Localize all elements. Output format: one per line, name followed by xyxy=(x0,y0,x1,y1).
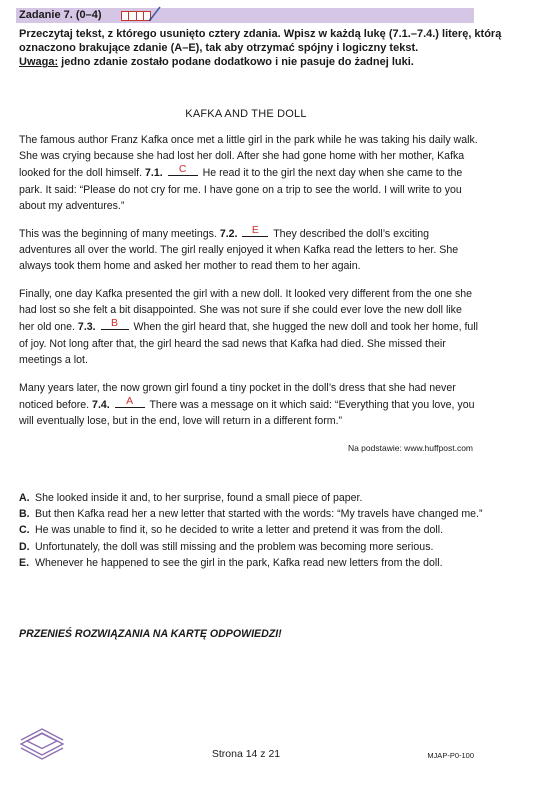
paragraph-text: Finally, one day Kafka presented the girl with a new doll. It looked very different from the one she had lost so she felt a bit disappointed. She was not sure if she could ever love the new doll like her old one. xyxy=(19,288,473,334)
task-title: Zadanie 7. (0–4) xyxy=(19,9,102,21)
option-letter: B. xyxy=(19,508,30,521)
handwritten-answer: B xyxy=(111,317,119,330)
score-cell[interactable] xyxy=(129,12,136,20)
score-cell[interactable] xyxy=(137,12,144,20)
option-b xyxy=(19,506,489,522)
option-letter: C. xyxy=(19,524,30,537)
paragraph-text: This was the beginning of many meetings. xyxy=(19,228,217,240)
paragraph-text: He read it to the girl the next day when she came to the park. It said: “Please do not cry for me. I have gone on a trip to see the world. I will write to you about my adventures.” xyxy=(19,167,463,212)
document-code: MJAP-P0-100 xyxy=(427,751,474,760)
option-letter: D. xyxy=(19,540,30,553)
answer-gap-7-2[interactable] xyxy=(242,225,268,237)
handwritten-answer: E xyxy=(251,224,259,236)
story-paragraph-2 xyxy=(19,225,479,275)
pen-icon xyxy=(148,5,162,21)
answer-gap-7-4[interactable] xyxy=(115,396,145,408)
paragraph-text: The famous author Franz Kafka once met a little girl in the park while he was taking his daily walk. She was crying because she had lost her doll. After she had gone home with her mother, Kafka looked for the doll himself. xyxy=(19,134,478,180)
story-paragraph-3 xyxy=(19,286,479,368)
transfer-answers-note: PRZENIEŚ ROZWIĄZANIA NA KARTĘ ODPOWIEDZI! xyxy=(19,628,282,640)
option-d xyxy=(19,539,489,555)
story-paragraph-4 xyxy=(19,380,479,430)
option-letter: A. xyxy=(19,492,30,504)
gap-label: 7.2. xyxy=(219,228,238,240)
source-citation: Na podstawie: www.huffpost.com xyxy=(347,443,473,453)
gap-label: 7.1. xyxy=(145,167,163,180)
story-title: KAFKA AND THE DOLL xyxy=(185,108,307,120)
option-text: She looked inside it and, to her surprise, found a small piece of paper. xyxy=(35,492,363,504)
paragraph-text: When the girl heard that, she hugged the new doll and took her home, full of joy. Not long after that, the girl heard the sad news that Kafka had died. She missed their meetings a lot. xyxy=(19,321,479,366)
paragraph-text: There was a message on it which said: “Everything that you love, you will eventually lose, but in the end, love will return in a different form.” xyxy=(19,399,475,428)
option-text: But then Kafka read her a new letter that started with the words: “My travels have changed me.” xyxy=(35,508,483,521)
gap-label: 7.3. xyxy=(77,321,96,334)
answer-gap-7-3[interactable] xyxy=(101,318,129,330)
note-label: Uwaga: xyxy=(19,56,59,68)
task-instructions xyxy=(19,27,509,69)
answer-gap-7-1[interactable] xyxy=(168,164,198,176)
gap-label: 7.4. xyxy=(92,399,110,412)
handwritten-answer: C xyxy=(178,163,187,176)
score-cell[interactable] xyxy=(122,12,129,20)
story-paragraph-1 xyxy=(19,132,479,214)
option-c xyxy=(19,522,489,538)
paragraph-text: They described the doll’s exciting adventures all over the world. The girl really enjoyed it when Kafka read the letters to her. She always took them home and asked her mother to read them to her again. xyxy=(19,228,459,273)
answer-options xyxy=(19,490,489,571)
option-text: Unfortunately, the doll was still missing and the problem was becoming more serious. xyxy=(35,540,434,553)
option-text: He was unable to find it, so he decided to write a letter and pretend it was from the doll. xyxy=(35,524,444,537)
option-e xyxy=(19,555,489,571)
option-text: Whenever he happened to see the girl in the park, Kafka read new letters from the doll. xyxy=(35,556,443,569)
page-number: Strona 14 z 21 xyxy=(211,748,281,760)
option-a xyxy=(19,490,489,506)
score-boxes[interactable] xyxy=(121,11,151,21)
instruction-text: Przeczytaj tekst, z którego usunięto cztery zdania. Wpisz w każdą lukę (7.1.–7.4.) literę, którą oznaczono brakujące zdanie (A–E), tak aby otrzymać spójny i logiczny tekst. xyxy=(19,28,502,54)
paragraph-text: Many years later, the now grown girl found a tiny pocket in the doll’s dress that she had never noticed before. xyxy=(19,382,456,412)
instruction-note xyxy=(19,55,509,69)
note-text: jedno zdanie zostało podane dodatkowo i nie pasuje do żadnej luki. xyxy=(58,56,414,68)
option-letter: E. xyxy=(19,556,30,569)
handwritten-answer: A xyxy=(126,395,134,408)
